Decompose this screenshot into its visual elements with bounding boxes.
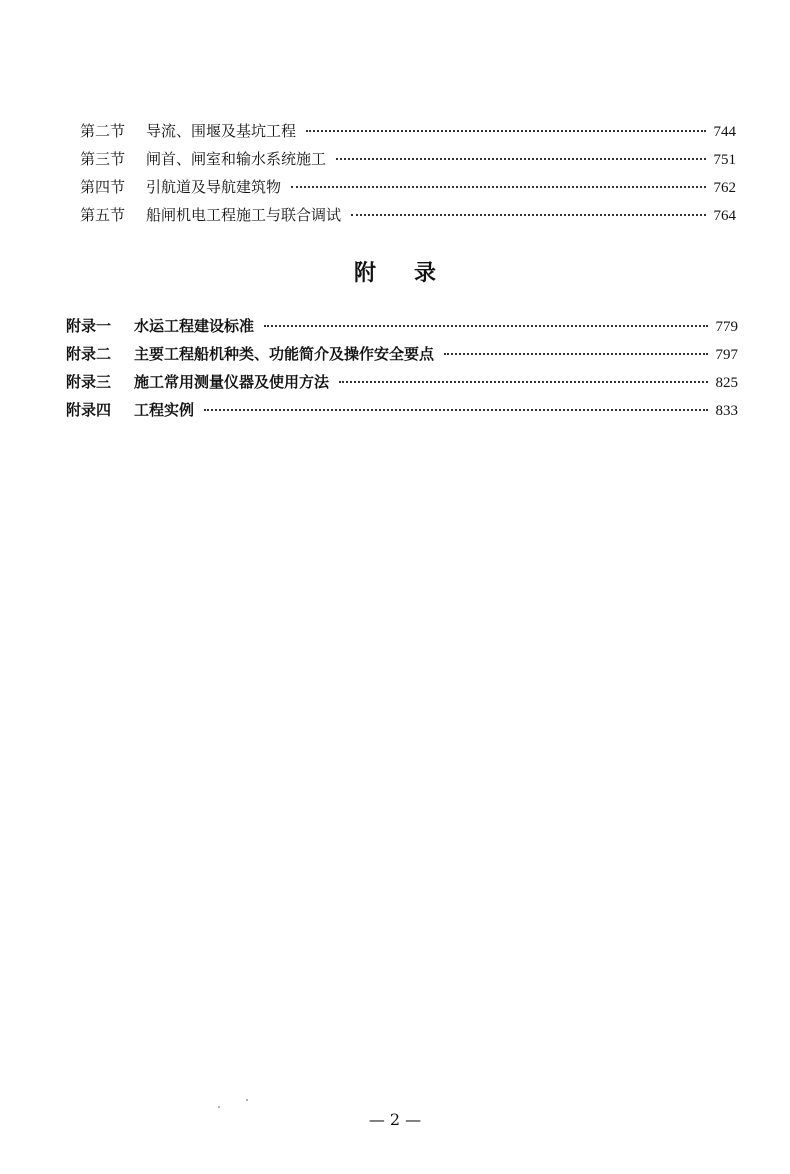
toc-entry-section-3 (80, 148, 736, 169)
appendix-title: 施工常用测量仪器及使用方法 (134, 373, 330, 391)
section-label: 第三节 (80, 150, 126, 168)
dot-leader (204, 409, 707, 411)
toc-entry-section-2 (80, 120, 736, 141)
page-ref: 779 (715, 319, 738, 335)
dot-leader (306, 130, 705, 132)
page-ref: 744 (713, 124, 736, 140)
page-ref: 797 (715, 347, 738, 363)
dot-leader (444, 353, 707, 355)
toc-entry-section-5 (80, 204, 736, 225)
toc-entry-appendix-1 (66, 315, 738, 336)
toc-entry-section-4 (80, 176, 736, 197)
scan-speck (218, 1106, 220, 1108)
appendix-label: 附录二 (66, 345, 112, 363)
section-title: 引航道及导航建筑物 (146, 178, 282, 196)
dot-leader (291, 186, 705, 188)
section-title: 船闸机电工程施工与联合调试 (146, 206, 342, 224)
page-ref: 825 (715, 375, 738, 391)
section-label: 第五节 (80, 206, 126, 224)
page-ref: 833 (715, 403, 738, 419)
appendix-title: 主要工程船机种类、功能简介及操作安全要点 (134, 345, 435, 363)
toc-entry-appendix-3 (66, 371, 738, 392)
page-ref: 764 (713, 208, 736, 224)
scan-speck (246, 1099, 248, 1101)
page-ref: 751 (713, 152, 736, 168)
appendix-title: 工程实例 (134, 401, 195, 419)
appendix-label: 附录四 (66, 401, 112, 419)
toc-entry-appendix-4 (66, 399, 738, 420)
section-label: 第四节 (80, 178, 126, 196)
appendix-label: 附录一 (66, 317, 112, 335)
toc-entry-appendix-2 (66, 343, 738, 364)
page-number: — 2 — (368, 1110, 422, 1129)
section-title: 闸首、闸室和输水系统施工 (146, 150, 327, 168)
dot-leader (264, 325, 707, 327)
appendix-heading: 附录 (353, 260, 474, 286)
appendix-title: 水运工程建设标准 (134, 317, 255, 335)
dot-leader (339, 381, 707, 383)
page-ref: 762 (713, 180, 736, 196)
dot-leader (336, 158, 705, 160)
section-label: 第二节 (80, 122, 126, 140)
section-title: 导流、围堰及基坑工程 (146, 122, 297, 140)
appendix-label: 附录三 (66, 373, 112, 391)
dot-leader (351, 214, 705, 216)
